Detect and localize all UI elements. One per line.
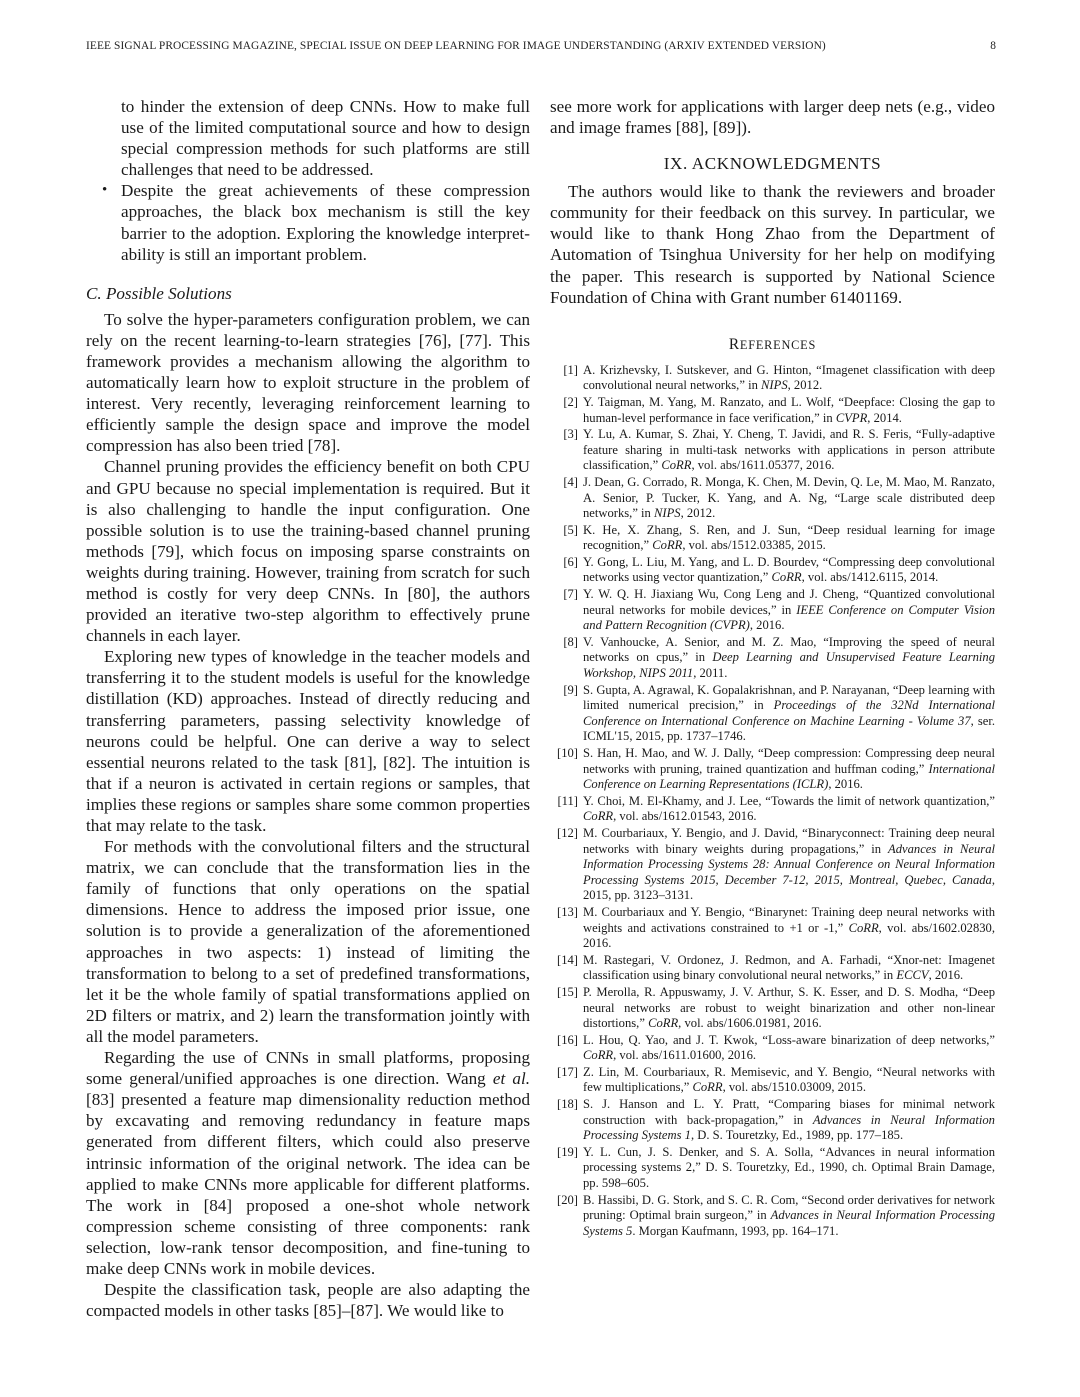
reference-number: [15] — [557, 984, 578, 999]
reference-number: [2] — [563, 394, 578, 409]
reference-text-run: S. Han, H. Mao, and W. J. Dally, “Deep compression: Compressing deep neural networks with pruning, trained quantization and huffman coding,” — [583, 746, 995, 776]
reference-text-run: M. Courbariaux, Y. Bengio, and J. David, “Binaryconnect: Training deep neural networks with binary weights during propagations,” in — [583, 825, 995, 856]
reference-text-run: , vol. abs/1612.01543, 2016. — [613, 809, 757, 824]
reference-item — [550, 683, 995, 745]
reference-venue: International Conference on Learning Representations (ICLR) — [583, 761, 995, 792]
reference-text-run: , vol. abs/1512.03385, 2015. — [682, 538, 826, 553]
reference-text-run: , 2016. — [928, 968, 964, 983]
reference-text — [583, 985, 995, 1032]
reference-text-run: K. He, X. Zhang, S. Ren, and J. Sun, “Deep residual learning for image recognition,” — [583, 522, 995, 553]
reference-text-run: Y. L. Cun, J. S. Denker, and S. A. Solla, “Advances in neural information processing systems 2,” D. S. Touretzky, Ed., 1990, ch. Optimal Brain Damage, pp. 598–605. — [583, 1144, 995, 1191]
reference-text — [583, 683, 995, 745]
reference-item — [550, 826, 995, 904]
reference-text-run: . Morgan Kaufmann, 1993, pp. 164–171. — [632, 1223, 839, 1238]
reference-text-run: A. Krizhevsky, I. Sutskever, and G. Hinton, “Imagenet classification with deep convolutional neural networks,” in — [583, 362, 995, 393]
reference-text — [583, 475, 995, 522]
reference-venue: Advances in Neural Information Processing Systems 28: Annual Conference on Neural Information Processing Systems 2015, December 7-12, 2015, Montreal, Quebec, Canada — [583, 841, 995, 887]
reference-venue: ECCV — [896, 968, 929, 983]
reference-venue: CoRR — [771, 570, 802, 585]
reference-text — [583, 363, 995, 394]
reference-item — [550, 1193, 995, 1240]
reference-number: [1] — [563, 362, 578, 377]
reference-venue: CVPR — [835, 410, 868, 425]
reference-text-run: P. Merolla, R. Appuswamy, J. V. Arthur, S. K. Esser, and D. S. Modha, “Deep neural networks are robust to weight binarization and other non-linear distortions,” — [583, 984, 995, 1031]
reference-item — [550, 985, 995, 1032]
reference-venue: CoRR — [583, 1048, 614, 1063]
reference-text — [583, 635, 995, 682]
reference-text — [583, 555, 995, 586]
list-item — [86, 180, 530, 264]
reference-text — [583, 395, 995, 426]
reference-text — [583, 427, 995, 474]
reference-text — [583, 523, 995, 554]
reference-text-run: , 2016. — [828, 777, 863, 792]
reference-number: [19] — [557, 1144, 578, 1159]
text-run: Regarding the use of CNNs in small platforms, proposing some general/unified approaches is one direction. Wang — [86, 1048, 530, 1089]
reference-text-run: , 2016. — [749, 618, 785, 633]
reference-list — [550, 363, 995, 1240]
subsection-title: C. Possible Solutions — [86, 283, 232, 303]
bullet-icon: • — [102, 182, 108, 199]
reference-number: [10] — [557, 746, 578, 760]
reference-text — [583, 953, 995, 984]
reference-venue: CoRR — [583, 809, 614, 824]
reference-venue: Deep Learning and Unsupervised Feature Learning Workshop, NIPS 2011 — [583, 650, 996, 681]
reference-text-run: , ser. ICML'15, 2015, pp. 1737–1746. — [583, 713, 995, 744]
reference-item — [550, 746, 995, 793]
reference-venue: IEEE Conference on Computer Vision and Pattern Recognition (CVPR) — [583, 602, 996, 633]
acknowledgments-paragraph: The authors would like to thank the reviewers and broader community for their feedback on this survey. In particular, we would like to thank Hong Zhao from the Department of Automation of Tsinghua University for her help on modifying the paper. This research is supported by National Science Foundation of China with Grant number 61401169. — [550, 182, 995, 307]
paragraph — [86, 1047, 530, 1279]
reference-text — [583, 905, 995, 952]
bullet-text: to hinder the extension of deep CNNs. How to make full use of the limited computational source and how to design special compression methods for such platforms are still challenges that need to be addressed. — [121, 97, 530, 180]
reference-number: [4] — [563, 474, 578, 489]
list-item — [86, 96, 530, 180]
reference-item — [550, 475, 995, 522]
reference-venue: CoRR — [652, 538, 683, 553]
reference-text-run: M. Courbariaux and Y. Bengio, “Binarynet: Training deep neural networks with weights and activations constrained to +1 or -1,” — [583, 904, 995, 935]
challenges-list — [86, 96, 530, 265]
reference-number: [12] — [557, 825, 578, 840]
reference-venue: CoRR — [848, 920, 879, 935]
reference-number: [11] — [557, 793, 578, 808]
reference-venue: NIPS — [761, 378, 788, 393]
reference-item — [550, 905, 995, 952]
reference-text-run: B. Hassibi, D. G. Stork, and S. C. R. Com, “Second order derivatives for network pruning: Optimal brain surgeon,” in — [583, 1192, 995, 1223]
reference-item — [550, 555, 995, 586]
reference-text-run: Y. Lu, A. Kumar, S. Zhai, Y. Cheng, T. Javidi, and R. S. Feris, “Fully-adaptive feature sharing in multi-task networks with applications in person attribute classification,” — [583, 427, 995, 473]
paragraph: Channel pruning provides the efficiency benefit on both CPU and GPU because no special implementation is required. But it is also challenging to handle the input configuration. One possible solution is to use the training-based channel pruning methods [79], which focus on imposing sparse constraints on weights during training. However, training from scratch for such method is costly for very deep CNNs. In [80], the authors provided an iterative two-step algorithm to effectively prune channels in each layer. — [86, 457, 530, 646]
paragraph: see more work for applications with larger deep nets (e.g., video and image frames [88], [89]). — [550, 97, 995, 138]
reference-text — [583, 1065, 995, 1096]
reference-number: [13] — [557, 904, 578, 919]
reference-text-run: , D. S. Touretzky, Ed., 1989, pp. 177–185. — [690, 1128, 904, 1143]
page-number: 8 — [990, 40, 996, 52]
text-run: [83] presented a feature map dimensionality reduction method by excavating and removing redundancy in feature maps generated from different filters, which could also preserve intrinsic information of the original network. The idea can be applied to make CNNs more applicable for different platforms. The work in [84] proposed a one-shot whole network compression scheme consisting of three components: rank selection, low-rank tensor decomposition, and fine-tuning to make deep CNNs work in mobile devices. — [86, 1090, 530, 1278]
reference-text — [583, 1193, 995, 1240]
reference-venue: CoRR — [661, 458, 692, 473]
reference-item — [550, 1065, 995, 1096]
reference-text-run: Z. Lin, M. Courbariaux, R. Memisevic, and Y. Bengio, “Neural networks with few multiplications,” — [583, 1064, 995, 1095]
journal-title: IEEE SIGNAL PROCESSING MAGAZINE, SPECIAL ISSUE ON DEEP LEARNING FOR IMAGE UNDERSTANDING (ARXIV EXTENDED VERSION) — [86, 40, 826, 52]
reference-text — [583, 826, 995, 904]
reference-text-run: , 2012. — [787, 378, 823, 393]
reference-item — [550, 794, 995, 825]
text-run-italic: et al. — [492, 1069, 530, 1089]
reference-number: [3] — [563, 427, 578, 442]
reference-venue: Advances in Neural Information Processing Systems 1 — [583, 1112, 995, 1143]
reference-number: [7] — [563, 587, 578, 602]
reference-text-run: , vol. abs/1412.6115, 2014. — [801, 570, 939, 585]
reference-text-run: J. Dean, G. Corrado, R. Monga, K. Chen, M. Devin, Q. Le, M. Mao, M. Ranzato, A. Senior, P. Tucker, K. Yang, and A. Ng, “Large scale distributed deep networks,” in — [583, 474, 995, 521]
reference-text — [583, 587, 995, 634]
reference-number: [5] — [563, 522, 578, 537]
reference-item — [550, 1033, 995, 1064]
reference-text-run: , 2015, pp. 3123–3131. — [583, 872, 995, 903]
bullet-text: Despite the great achievements of these compression approaches, the black box mechanism is still the key barrier to the adoption. Exploring the knowledge interpret-ability is still an important problem. — [121, 181, 530, 264]
reference-number: [17] — [557, 1064, 578, 1079]
title-cap: R — [728, 335, 740, 353]
reference-text-run: Y. W. Q. H. Jiaxiang Wu, Cong Leng and J. Cheng, “Quantized convolutional neural networks for mobile devices,” in — [583, 587, 995, 617]
reference-item — [550, 427, 995, 474]
reference-item — [550, 635, 995, 682]
reference-text-run: , vol. abs/1611.05377, 2016. — [691, 458, 835, 473]
reference-venue: Advances in Neural Information Processing Systems 5 — [583, 1208, 996, 1238]
reference-venue: NIPS — [654, 506, 681, 521]
reference-item — [550, 1145, 995, 1192]
reference-text-run: S. J. Hanson and L. Y. Pratt, “Comparing biases for minimal network construction with back-propagation,” in — [583, 1097, 995, 1127]
reference-number: [16] — [557, 1032, 578, 1047]
reference-text — [583, 794, 995, 825]
reference-text-run: V. Vanhoucke, A. Senior, and M. Z. Mao, “Improving the speed of neural networks on cpus,” in — [583, 634, 995, 665]
reference-item — [550, 363, 995, 394]
reference-venue: Proceedings of the 32Nd International Conference on International Conference on Machine Learning - Volume 37 — [583, 698, 995, 728]
reference-number: [18] — [557, 1097, 578, 1112]
reference-text-run: S. Gupta, A. Agrawal, K. Gopalakrishnan, and P. Narayanan, “Deep learning with limited numerical precision,” in — [583, 682, 995, 713]
reference-item — [550, 1097, 995, 1144]
section-title: IX. ACKNOWLEDGMENTS — [663, 154, 882, 174]
reference-number: [8] — [563, 634, 578, 649]
reference-text-run: Y. Taigman, M. Yang, M. Ranzato, and L. Wolf, “Deepface: Closing the gap to human-level performance in face verification,” in — [583, 394, 995, 425]
right-column — [550, 96, 995, 1240]
reference-item — [550, 953, 995, 984]
reference-number: [14] — [557, 952, 578, 967]
reference-text-run: , vol. abs/1611.01600, 2016. — [613, 1048, 757, 1063]
paragraph: To solve the hyper-parameters configuration problem, we can rely on the recent learning-to-learn strategies [76], [77]. This framework provides a mechanism allowing the algorithm to automatically learn how to exploit structure in the problem of interest. Very recently, leveraging reinforcement learning to efficiently sample the design space and improve the model compression has also been tried [78]. — [86, 309, 530, 456]
reference-text-run: , 2014. — [867, 410, 902, 425]
reference-text — [583, 1145, 995, 1192]
reference-text-run: , 2011. — [693, 666, 728, 681]
reference-text-run: , vol. abs/1510.03009, 2015. — [722, 1080, 867, 1095]
reference-text-run: Y. Gong, L. Liu, M. Yang, and L. D. Bourdev, “Compressing deep convolutional networks using vector quantization,” — [583, 554, 995, 585]
paragraph: Exploring new types of knowledge in the teacher models and transferring it to the student models is useful for the knowledge distillation (KD) approaches. Instead of directly reducing and transferring parameters, passing selectivity knowledge of neurons could be helpful. One can derive a way to select essential neurons related to the task [81], [82]. The intuition is that if a neuron is activated in certain regions or samples, that implies these regions or samples share some common properties that may relate to the task. — [86, 647, 530, 835]
reference-text — [583, 1097, 995, 1144]
reference-venue: CoRR — [648, 1016, 679, 1031]
paragraph: Despite the classification task, people are also adapting the compacted models in other tasks [85]–[87]. We would like to — [86, 1280, 530, 1321]
reference-text — [583, 746, 995, 793]
reference-number: [9] — [563, 682, 578, 697]
reference-text-run: , vol. abs/1606.01981, 2016. — [678, 1016, 822, 1031]
reference-text — [583, 1033, 995, 1064]
reference-number: [6] — [563, 554, 578, 569]
reference-item — [550, 587, 995, 634]
reference-text-run: , 2012. — [680, 506, 716, 521]
reference-text-run: M. Rastegari, V. Ordonez, J. Redmon, and A. Farhadi, “Xnor-net: Imagenet classification using binary convolutional neural networks,” in — [583, 952, 995, 983]
reference-item — [550, 523, 995, 554]
references-title — [550, 336, 995, 354]
reference-text-run: Y. Choi, M. El-Khamy, and J. Lee, “Towards the limit of network quantization,” — [583, 793, 995, 808]
running-header — [86, 40, 996, 60]
title-rest: EFERENCES — [739, 337, 817, 352]
left-column — [86, 96, 530, 1321]
reference-text-run: , vol. abs/1602.02830, 2016. — [583, 920, 995, 951]
reference-text-run: L. Hou, Q. Yao, and J. T. Kwok, “Loss-aware binarization of deep networks,” — [583, 1032, 995, 1047]
reference-number: [20] — [557, 1192, 578, 1207]
paragraph: For methods with the convolutional filters and the structural matrix, we can conclude that the transformation lies in the family of functions that only operations on the spatial dimensions. Hence to address the imposed prior issue, one solution is to provide a generalization of the aforementioned approaches in two aspects: 1) instead of limiting the transformation to belong to a set of predefined transformations, let it be the whole family of spatial transformations applied on 2D filters or matrix, and 2) learn the transformation jointly with all the model parameters. — [86, 837, 530, 1046]
reference-item — [550, 395, 995, 426]
reference-venue: CoRR — [692, 1080, 723, 1095]
